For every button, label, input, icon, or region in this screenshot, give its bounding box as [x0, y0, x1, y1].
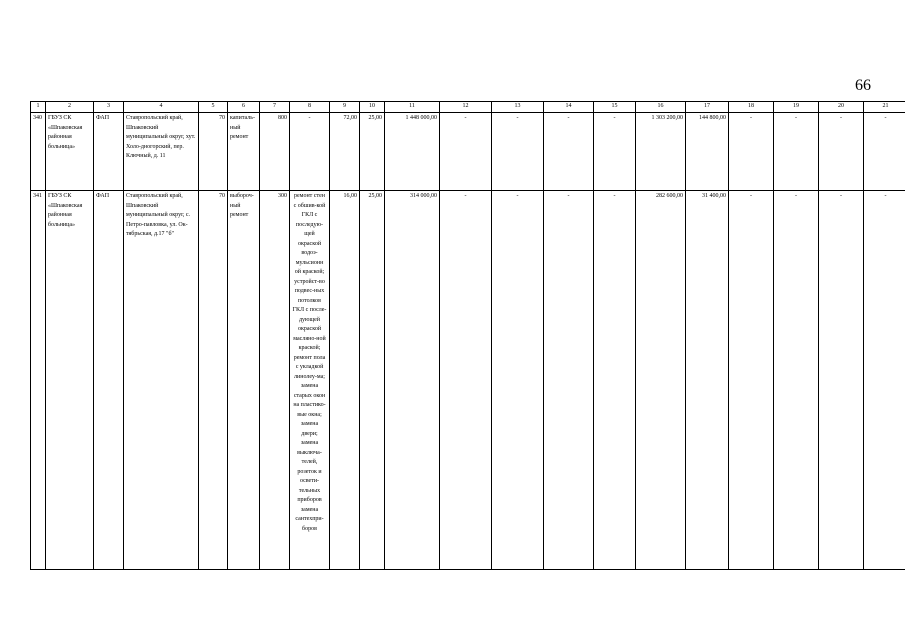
header-cell: 17	[686, 102, 729, 113]
table-cell: 31 400,00	[686, 191, 729, 570]
row-number: 340	[31, 113, 46, 191]
header-cell: 21	[864, 102, 905, 113]
table-cell: 25,00	[360, 191, 385, 570]
works-cell: -	[290, 113, 330, 191]
table-cell: 1 303 200,00	[636, 113, 686, 191]
total-cost-cell: 314 000,00	[385, 191, 440, 570]
table-cell: 72,00	[330, 113, 360, 191]
header-cell: 6	[228, 102, 260, 113]
table-cell: -	[544, 191, 594, 570]
header-cell: 14	[544, 102, 594, 113]
header-cell: 8	[290, 102, 330, 113]
table-cell: -	[594, 113, 636, 191]
table-cell: -	[729, 191, 774, 570]
table-cell: 144 800,00	[686, 113, 729, 191]
header-cell: 19	[774, 102, 819, 113]
table-cell: -	[544, 113, 594, 191]
header-cell: 16	[636, 102, 686, 113]
row-number: 341	[31, 191, 46, 570]
table-cell: -	[774, 113, 819, 191]
header-cell: 3	[94, 102, 124, 113]
table-cell: -	[819, 113, 864, 191]
header-cell: 4	[124, 102, 199, 113]
table-row	[31, 191, 905, 570]
table-cell: 16,00	[330, 191, 360, 570]
table-row	[31, 113, 905, 191]
header-cell: 10	[360, 102, 385, 113]
repair-type-cell: капиталь-ный ремонт	[228, 113, 260, 191]
repair-type-cell: выбороч-ный ремонт	[228, 191, 260, 570]
table-cell: 800	[260, 113, 290, 191]
header-cell: 18	[729, 102, 774, 113]
header-cell: 1	[31, 102, 46, 113]
table-cell: 70	[199, 191, 228, 570]
table-cell: -	[819, 191, 864, 570]
address-cell: Ставропольский край, Шпаковский муниципальный округ, с. Петро-павловка, ул. Ок-тябрьская, д.17 "б"	[124, 191, 199, 570]
table-cell: -	[492, 113, 544, 191]
header-cell: 7	[260, 102, 290, 113]
header-cell: 5	[199, 102, 228, 113]
table-cell: -	[440, 191, 492, 570]
facility-type-cell: ФАП	[94, 113, 124, 191]
header-cell: 11	[385, 102, 440, 113]
table-cell: -	[864, 191, 905, 570]
table-cell: -	[440, 113, 492, 191]
data-table	[30, 101, 905, 570]
header-cell: 20	[819, 102, 864, 113]
table-cell: -	[774, 191, 819, 570]
table-cell: -	[729, 113, 774, 191]
header-cell: 2	[46, 102, 94, 113]
header-cell: 15	[594, 102, 636, 113]
institution-cell: ГБУЗ СК «Шпаковская районная больница»	[46, 113, 94, 191]
works-cell: ремонт стен с обшив-кой ГКЛ с последую-щей окраской водоэ-мульсионн ой краской; устройст-во подвес-ных потолков ГКЛ с после-дующей окраской масляно-ной краской; ремонт пола с укладкой линолеу-ма; замена старых окон на пластико-вые окна; замена двери; замена выключа-телей, розеток и освети-тельных приборов замена сантехпри-боров	[290, 191, 330, 570]
total-cost-cell: 1 448 000,00	[385, 113, 440, 191]
table-cell: 25,00	[360, 113, 385, 191]
table-cell: -	[492, 191, 544, 570]
page-number: 66	[855, 77, 871, 94]
table-cell: 300	[260, 191, 290, 570]
table-cell: -	[864, 113, 905, 191]
table-cell: 282 600,00	[636, 191, 686, 570]
header-cell: 13	[492, 102, 544, 113]
header-cell: 9	[330, 102, 360, 113]
table-cell: 70	[199, 113, 228, 191]
header-cell: 12	[440, 102, 492, 113]
header-row	[31, 102, 905, 113]
table-cell: -	[594, 191, 636, 570]
facility-type-cell: ФАП	[94, 191, 124, 570]
institution-cell: ГБУЗ СК «Шпаковская районная больница»	[46, 191, 94, 570]
address-cell: Ставропольский край, Шпаковский муниципальный округ, хут. Холо-дногорский, пер. Ключный, д. 11	[124, 113, 199, 191]
